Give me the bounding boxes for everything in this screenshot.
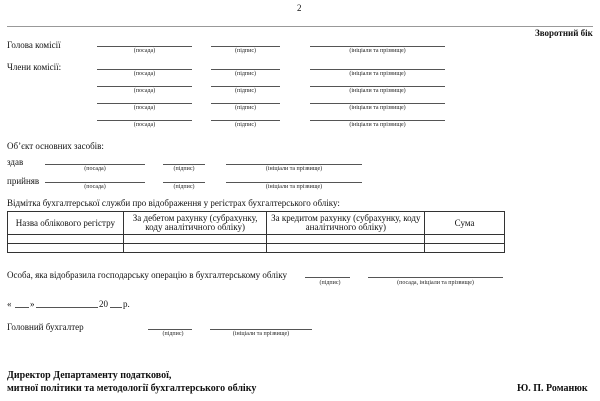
caption-signature: (підпис): [234, 105, 256, 111]
date-day-line: [15, 307, 29, 308]
caption-signature: (підпис): [234, 71, 256, 77]
caption-position: (посада): [133, 71, 156, 77]
recorder-label: Особа, яка відобразила господарську операцію в бухгалтерському обліку: [7, 270, 288, 280]
date-open-quote: «: [7, 299, 12, 309]
director-title-line1: Директор Департаменту податкової,: [7, 370, 172, 381]
member3-name-line: [310, 103, 445, 104]
accepted-name-line: [226, 182, 362, 183]
table-cell[interactable]: [267, 244, 425, 253]
chair-label: Голова комісії: [7, 40, 61, 50]
table-row: [8, 235, 505, 244]
member3-signature-line: [211, 103, 280, 104]
chair-position-line: [97, 46, 192, 47]
caption-name: (ініціали та прізвище): [349, 71, 406, 77]
caption-position: (посада): [133, 48, 156, 54]
director-title-line2: митної політики та методології бухгалтерського обліку: [7, 383, 257, 394]
member4-position-line: [97, 120, 192, 121]
caption-signature: (підпис): [173, 184, 195, 190]
chief-signature-line: [148, 329, 192, 330]
member1-signature-line: [211, 69, 280, 70]
date-year-prefix: 20: [99, 299, 108, 309]
caption-name: (ініціали та прізвище): [265, 184, 323, 190]
column-header: Назва облікового регістру: [8, 212, 124, 235]
accepted-label: прийняв: [7, 176, 40, 186]
date-year-suffix: р.: [123, 299, 130, 309]
caption-name: (ініціали та прізвище): [232, 331, 290, 337]
member1-name-line: [310, 69, 445, 70]
page-number: 2: [297, 3, 302, 13]
member4-name-line: [310, 120, 445, 121]
caption-signature: (підпис): [234, 88, 256, 94]
handed-label: здав: [7, 157, 24, 167]
date-month-line: [36, 307, 98, 308]
date-close-quote: »: [30, 299, 35, 309]
caption-signature: (підпис): [234, 122, 256, 128]
caption-name: (ініціали та прізвище): [265, 166, 323, 172]
caption-position: (посада): [133, 88, 156, 94]
caption-position: (посада): [133, 122, 156, 128]
members-label: Члени комісії:: [7, 62, 62, 72]
director-name: Ю. П. Романюк: [517, 383, 588, 394]
column-header: Сума: [425, 212, 505, 235]
chair-signature-line: [211, 46, 280, 47]
table-row: [8, 244, 505, 253]
caption-name: (ініціали та прізвище): [349, 48, 406, 54]
caption-name: (ініціали та прізвище): [349, 122, 406, 128]
table-cell[interactable]: [425, 235, 505, 244]
accounting-note: Відмітка бухгалтерської служби про відображення у регістрах бухгалтерського обліку:: [7, 198, 340, 208]
caption-signature: (підпис): [173, 166, 195, 172]
reverse-side-label: Зворотний бік: [535, 28, 593, 38]
table-cell[interactable]: [123, 235, 267, 244]
object-label: Об’єкт основних засобів:: [7, 141, 104, 151]
caption-position: (посада): [84, 166, 106, 172]
member3-position-line: [97, 103, 192, 104]
chief-name-line: [210, 329, 312, 330]
table-cell[interactable]: [267, 235, 425, 244]
chief-accountant-label: Головний бухгалтер: [7, 322, 84, 332]
accounting-register-table: [7, 211, 505, 253]
caption-position-name: (посада, ініціали та прізвище): [397, 280, 474, 286]
header-divider: [7, 26, 593, 27]
chair-name-line: [310, 46, 445, 47]
caption-name: (ініціали та прізвище): [349, 105, 406, 111]
caption-signature: (підпис): [319, 280, 341, 286]
column-header: За дебетом рахунку (субрахунку, коду аналітичного обліку): [123, 212, 267, 235]
table-cell[interactable]: [8, 235, 124, 244]
caption-signature: (підпис): [234, 48, 256, 54]
accepted-signature-line: [163, 182, 205, 183]
caption-position: (посада): [84, 184, 106, 190]
member4-signature-line: [211, 120, 280, 121]
caption-position: (посада): [133, 105, 156, 111]
handed-name-line: [226, 164, 362, 165]
recorder-position-name-line: [368, 277, 503, 278]
table-cell[interactable]: [123, 244, 267, 253]
caption-name: (ініціали та прізвище): [349, 88, 406, 94]
date-year-line: [110, 307, 122, 308]
member2-signature-line: [211, 86, 280, 87]
accepted-position-line: [45, 182, 145, 183]
handed-signature-line: [163, 164, 205, 165]
handed-position-line: [45, 164, 145, 165]
table-cell[interactable]: [8, 244, 124, 253]
column-header: За кредитом рахунку (субрахунку, коду аналітичного обліку): [267, 212, 425, 235]
recorder-signature-line: [305, 277, 350, 278]
table-header-row: [8, 212, 505, 235]
member1-position-line: [97, 69, 192, 70]
table-cell[interactable]: [425, 244, 505, 253]
caption-signature: (підпис): [162, 331, 184, 337]
member2-name-line: [310, 86, 445, 87]
member2-position-line: [97, 86, 192, 87]
